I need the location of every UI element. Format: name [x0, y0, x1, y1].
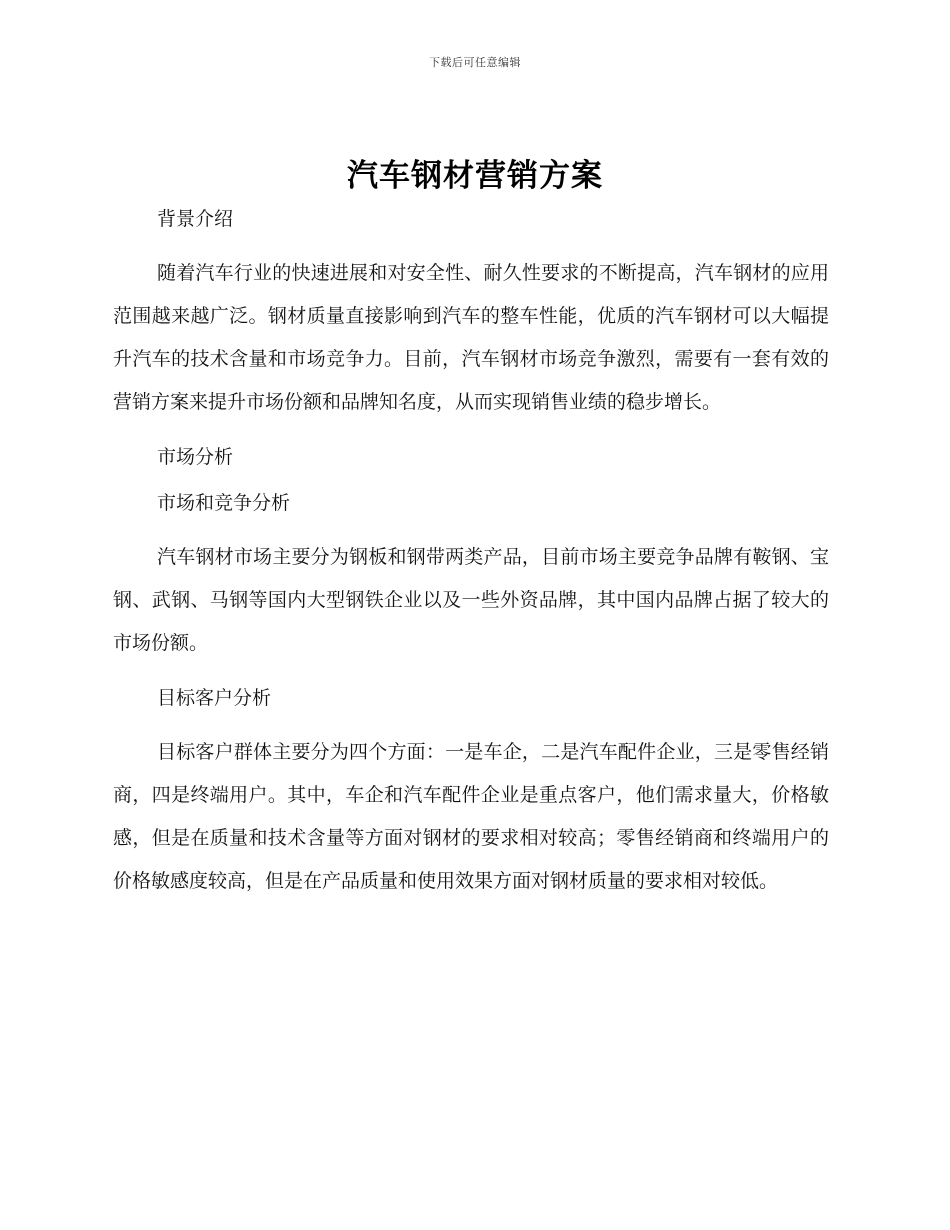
section-heading-background: 背景介绍	[157, 208, 234, 230]
section-heading-target: 目标客户分析	[157, 687, 272, 709]
document-title: 汽车钢材营销方案	[347, 158, 603, 194]
section-paragraph-competition: 汽车钢材市场主要分为钢板和钢带两类产品，目前市场主要竞争品牌有鞍钢、宝钢、武钢、马钢等国内大型钢铁企业以及一些外资品牌，其中国内品牌占据了较大的市场份额。	[113, 546, 829, 654]
section-paragraph-background: 随着汽车行业的快速进展和对安全性、耐久性要求的不断提高，汽车钢材的应用范围越来越广泛。钢材质量直接影响到汽车的整车性能，优质的汽车钢材可以大幅提升汽车的技术含量和市场竞争力。目前，汽车钢材市场竞争激烈，需要有一套有效的营销方案来提升市场份额和品牌知名度，从而实现销售业绩的稳步增长。	[113, 262, 829, 413]
document-body	[113, 200, 829, 903]
section-heading-market: 市场分析	[157, 446, 234, 468]
section-heading-competition: 市场和竞争分析	[157, 492, 291, 514]
section-paragraph-target: 目标客户群体主要分为四个方面：一是车企，二是汽车配件企业，三是零售经销商，四是终端用户。其中，车企和汽车配件企业是重点客户，他们需求量大，价格敏感，但是在质量和技术含量等方面对钢材的要求相对较高；零售经销商和终端用户的价格敏感度较高，但是在产品质量和使用效果方面对钢材质量的要求相对较低。	[113, 741, 829, 892]
page-header-note: 下载后可任意编辑	[429, 56, 521, 69]
